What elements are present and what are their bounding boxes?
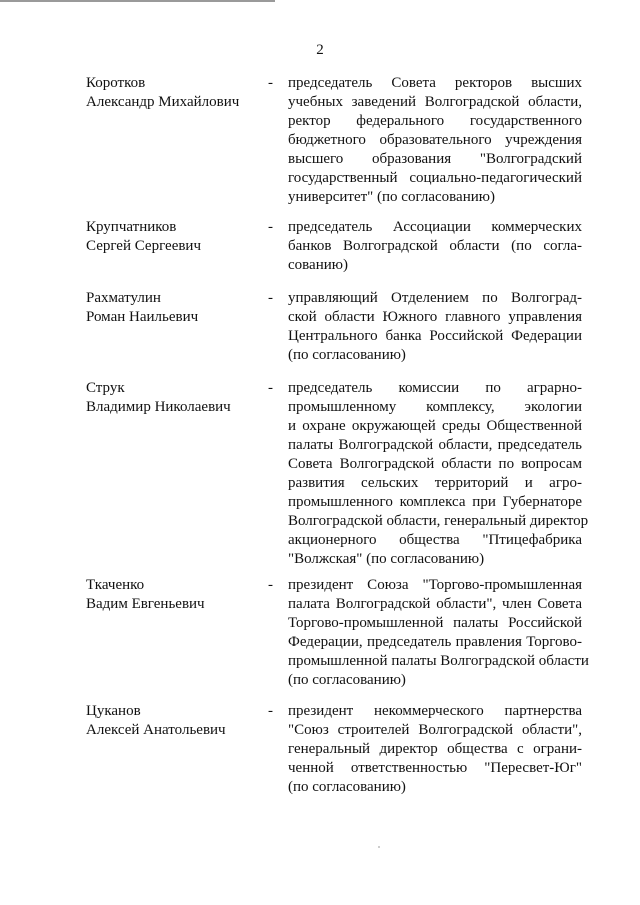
scan-speck — [378, 846, 380, 848]
position-line: Волгоградской области, генеральный директор — [288, 513, 589, 529]
position-line: банков Волгоградской области (по согла- — [288, 238, 582, 254]
member-surname: Коротков — [86, 75, 146, 91]
member-name — [86, 379, 266, 417]
dash: - — [268, 75, 273, 91]
position-line: Торгово-промышленной палаты Российской — [288, 615, 582, 631]
position-line: ректор федерального государственного — [288, 113, 582, 129]
member-position — [288, 702, 582, 797]
position-line: промышленному комплексу, экологии — [288, 399, 582, 415]
member-name — [86, 218, 266, 256]
member-position — [288, 576, 589, 690]
member-given-names: Вадим Евгеньевич — [86, 596, 205, 612]
dash: - — [268, 380, 273, 396]
position-line: промышленной палаты Волгоградской области — [288, 653, 589, 669]
member-surname: Струк — [86, 380, 125, 396]
member-name — [86, 576, 266, 614]
position-line: промышленного комплекса при Губернаторе — [288, 494, 582, 510]
dash: - — [268, 703, 273, 719]
position-line: "Волжская" (по согласованию) — [288, 551, 485, 567]
member-given-names: Алексей Анатольевич — [86, 722, 226, 738]
member-given-names: Владимир Николаевич — [86, 399, 231, 415]
position-line: председатель Совета ректоров высших — [288, 75, 582, 91]
dash: - — [268, 290, 273, 306]
position-line: Федерации, председатель правления Торгово- — [288, 634, 582, 650]
position-line: высшего образования "Волгоградский — [288, 151, 582, 167]
member-position — [288, 289, 582, 365]
position-line: университет" (по согласованию) — [288, 189, 495, 205]
position-line: учебных заведений Волгоградской области, — [288, 94, 582, 110]
dash: - — [268, 577, 273, 593]
position-line: (по согласованию) — [288, 779, 406, 795]
member-surname: Цуканов — [86, 703, 141, 719]
dash: - — [268, 219, 273, 235]
position-line: ченной ответственностью "Пересвет-Юг" — [288, 760, 582, 776]
member-position — [288, 379, 589, 569]
position-line: генеральный директор общества с ограни- — [288, 741, 582, 757]
member-surname: Рахматулин — [86, 290, 161, 306]
position-line: палаты Волгоградской области, председатель — [288, 437, 582, 453]
member-position — [288, 74, 582, 207]
position-line: палата Волгоградской области", член Совета — [288, 596, 582, 612]
position-line: президент некоммерческого партнерства — [288, 703, 582, 719]
member-name — [86, 702, 266, 740]
member-surname: Ткаченко — [86, 577, 145, 593]
page-number: 2 — [316, 42, 324, 58]
member-name — [86, 74, 266, 112]
position-line: государственный социально-педагогический — [288, 170, 582, 186]
member-given-names: Сергей Сергеевич — [86, 238, 202, 254]
position-line: бюджетного образовательного учреждения — [288, 132, 582, 148]
position-line: "Союз строителей Волгоградской области", — [288, 722, 582, 738]
member-name — [86, 289, 266, 327]
position-line: (по согласованию) — [288, 347, 406, 363]
position-line: сованию) — [288, 257, 348, 273]
position-line: (по согласованию) — [288, 672, 406, 688]
position-line: президент Союза "Торгово-промышленная — [288, 577, 582, 593]
member-given-names: Роман Наильевич — [86, 309, 199, 325]
position-line: председатель комиссии по аграрно- — [288, 380, 582, 396]
member-position — [288, 218, 582, 275]
position-line: председатель Ассоциации коммерческих — [288, 219, 582, 235]
position-line: управляющий Отделением по Волгоград- — [288, 290, 582, 306]
member-surname: Крупчатников — [86, 219, 177, 235]
position-line: акционерного общества "Птицефабрика — [288, 532, 582, 548]
position-line: Центрального банка Российской Федерации — [288, 328, 582, 344]
position-line: и охране окружающей среды Общественной — [288, 418, 582, 434]
top-rule-dots — [205, 0, 275, 2]
member-given-names: Александр Михайлович — [86, 94, 240, 110]
position-line: ской области Южного главного управления — [288, 309, 582, 325]
position-line: развития сельских территорий и агро- — [288, 475, 582, 491]
position-line: Совета Волгоградской области по вопросам — [288, 456, 582, 472]
